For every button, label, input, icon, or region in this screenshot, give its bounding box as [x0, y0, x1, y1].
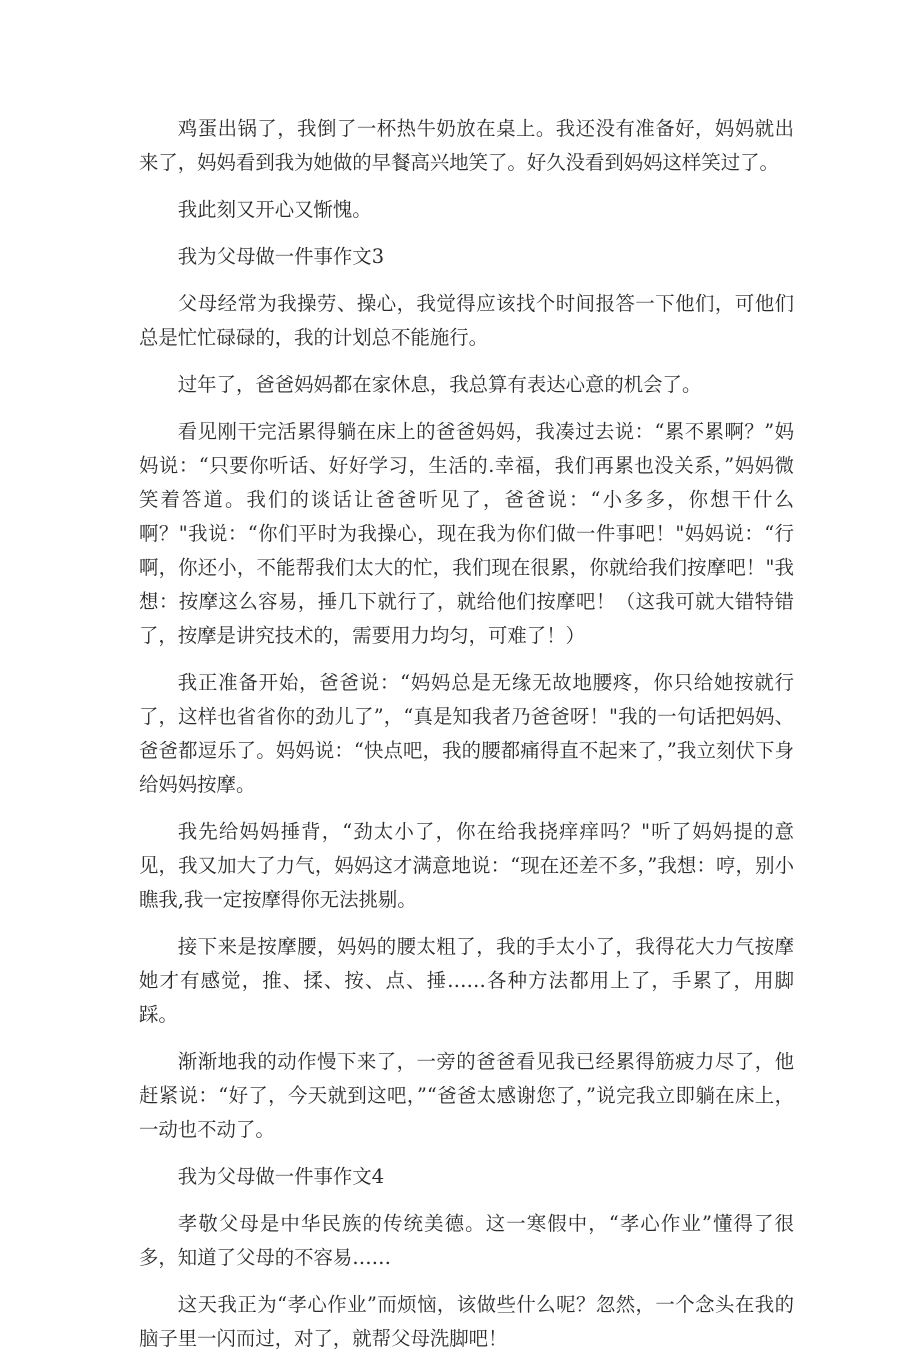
paragraph-tired: 渐渐地我的动作慢下来了，一旁的爸爸看见我已经累得筋疲力尽了，他赶紧说：“好了，今天就到这吧，”“爸爸太感谢您了，”说完我立即躺在床上，一动也不动了。: [139, 1050, 794, 1141]
paragraph-waist-massage: 接下来是按摩腰，妈妈的腰太粗了，我的手太小了，我得花大力气按摩她才有感觉，推、揉、按、点、捶……各种方法都用上了，手累了，用脚踩。: [139, 935, 794, 1026]
document-body: [139, 112, 794, 1369]
paragraph-feeling: 我此刻又开心又惭愧。: [177, 198, 372, 221]
paragraph-conversation: 看见刚干完活累得躺在床上的爸爸妈妈，我凑过去说：“累不累啊？”妈妈说：“只要你听话、好好学习，生活的.幸福，我们再累也没关系，”妈妈微笑着答道。我们的谈话让爸爸听见了，爸爸说：“小多多，你想干什么啊？"我说：“你们平时为我操心，现在我为你们做一件事吧！"妈妈说：“行啊，你还小，不能帮我们太大的忙，我们现在很累，你就给我们按摩吧！"我想：按摩这么容易，捶几下就行了，就给他们按摩吧！（这我可就大错特错了，按摩是讲究技术的，需要用力均匀，可难了！）: [139, 420, 794, 647]
paragraph-filial-piety: 孝敬父母是中华民族的传统美德。这一寒假中，“孝心作业”懂得了很多，知道了父母的不容易……: [139, 1212, 794, 1269]
paragraph-parents-busy: 父母经常为我操劳、操心，我觉得应该找个时间报答一下他们，可他们总是忙忙碌碌的，我的计划总不能施行。: [139, 292, 794, 349]
essay-title-4: 我为父母做一件事作文4: [177, 1165, 385, 1188]
paragraph-wash-feet: 这天我正为“孝心作业”而烦恼，该做些什么呢？忽然，一个念头在我的脑子里一闪而过，对了，就帮父母洗脚吧！: [139, 1293, 794, 1350]
paragraph-new-year: 过年了，爸爸妈妈都在家休息，我总算有表达心意的机会了。: [177, 373, 702, 396]
paragraph-start-massage: 我正准备开始，爸爸说：“妈妈总是无缘无故地腰疼，你只给她按就行了，这样也省省你的劲儿了”，“真是知我者乃爸爸呀！"我的一句话把妈妈、爸爸都逗乐了。妈妈说：“快点吧，我的腰都痛得直不起来了，”我立刻伏下身给妈妈按摩。: [139, 671, 794, 796]
essay-title-3: 我为父母做一件事作文3: [177, 245, 385, 268]
paragraph-breakfast: 鸡蛋出锅了，我倒了一杯热牛奶放在桌上。我还没有准备好，妈妈就出来了，妈妈看到我为她做的早餐高兴地笑了。好久没看到妈妈这样笑过了。: [139, 117, 794, 174]
paragraph-back-massage: 我先给妈妈捶背，“劲太小了，你在给我挠痒痒吗？"听了妈妈提的意见，我又加大了力气，妈妈这才满意地说：“现在还差不多，”我想：哼，别小瞧我,我一定按摩得你无法挑剔。: [139, 820, 794, 911]
